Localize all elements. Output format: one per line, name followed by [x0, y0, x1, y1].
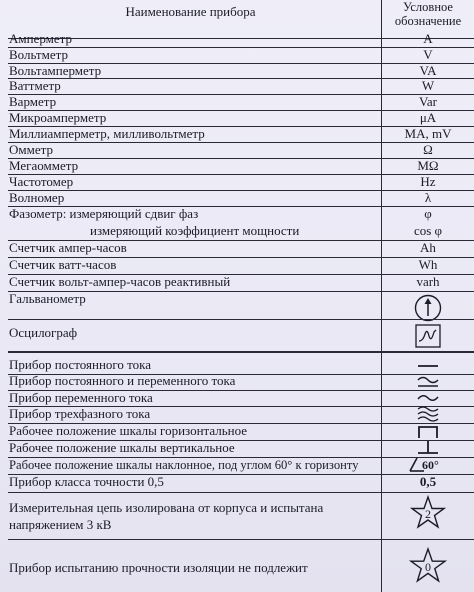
- header-symbol-column: [382, 0, 474, 28]
- row-symbol: V: [423, 47, 433, 62]
- row-symbol: varh: [416, 274, 440, 289]
- inclined-scale-icon: [382, 457, 474, 473]
- oscillograph-wave-icon: [382, 324, 474, 348]
- row-name: Прибор переменного тока: [9, 390, 153, 405]
- row-name: Ваттметр: [9, 78, 61, 93]
- row-name: Мегаомметр: [9, 158, 79, 173]
- ac-current-icon: [382, 393, 474, 403]
- row-name: Частотомер: [9, 174, 74, 189]
- header-symbol-line1: Условное: [403, 0, 453, 14]
- row-name: Рабочее положение шкалы вертикальное: [9, 440, 235, 455]
- row-name: Прибор постоянного тока: [9, 357, 152, 372]
- row-symbol: φ: [424, 206, 432, 221]
- star-2-label: 2: [425, 507, 431, 521]
- row-symbol: W: [421, 78, 435, 93]
- row-symbol: A: [423, 31, 433, 46]
- row-name: Прибор постоянного и переменного тока: [9, 373, 236, 388]
- row-symbol: MA, mV: [404, 126, 452, 141]
- row-symbol: μA: [419, 110, 437, 125]
- star-0-icon: [382, 548, 474, 584]
- row-divider: [8, 319, 474, 320]
- row-symbol: Ah: [420, 240, 436, 255]
- row-divider: [8, 539, 474, 540]
- vertical-scale-icon: [382, 441, 474, 455]
- three-phase-icon: [382, 405, 474, 423]
- row-name: Вольтметр: [9, 47, 68, 62]
- row-name-line1: Измерительная цепь изолирована от корпуса и испытана: [9, 500, 324, 515]
- row-symbol: 0,5: [419, 474, 437, 489]
- row-name: Рабочее положение шкалы горизонтальное: [9, 423, 248, 438]
- horizontal-scale-icon: [382, 425, 474, 439]
- row-symbol: Wh: [418, 257, 438, 272]
- row-name: Счетчик вольт-ампер-часов реактивный: [9, 274, 231, 289]
- row-name: Осцилограф: [9, 325, 78, 340]
- row-name: Гальванометр: [9, 291, 86, 306]
- row-symbol: cos φ: [413, 223, 443, 238]
- star-0-label: 0: [425, 560, 431, 574]
- row-name: Микроамперметр: [9, 110, 107, 125]
- row-name: Прибор класса точности 0,5: [9, 474, 164, 489]
- row-symbol: λ: [424, 190, 432, 205]
- row-name: Счетчик ватт-часов: [9, 257, 117, 272]
- row-name: Прибор испытанию прочности изоляции не подлежит: [9, 560, 308, 575]
- row-name: Счетчик ампер-часов: [9, 240, 127, 255]
- row-symbol: MΩ: [417, 158, 439, 173]
- header-symbol-line2: обозначение: [394, 14, 462, 28]
- row-name: измеряющий коэффициент мощности: [90, 223, 300, 238]
- row-name-line2: напряжением 3 кВ: [9, 517, 112, 532]
- row-name: Фазометр: измеряющий сдвиг фаз: [9, 206, 199, 221]
- row-name: Варметр: [9, 94, 57, 109]
- row-name: Амперметр: [9, 31, 72, 46]
- star-2-icon: [382, 496, 474, 530]
- row-name: Прибор трехфазного тока: [9, 406, 151, 421]
- row-name: Миллиамперметр, милливольтметр: [9, 126, 205, 141]
- galvanometer-arrow-icon: [382, 294, 474, 322]
- header-name-column: Наименование прибора: [125, 4, 256, 19]
- row-name: Вольтамперметр: [9, 63, 102, 78]
- row-symbol: Var: [418, 94, 438, 109]
- row-name: Омметр: [9, 142, 53, 157]
- dc-current-icon: [382, 361, 474, 371]
- row-divider: [8, 492, 474, 493]
- inclined-scale-angle: 60°: [422, 458, 439, 472]
- row-symbol: VA: [419, 63, 437, 78]
- ac-dc-current-icon: [382, 375, 474, 389]
- row-name: Рабочее положение шкалы наклонное, под углом 60° к горизонту: [9, 458, 359, 472]
- section-divider: [8, 351, 474, 353]
- row-symbol: Hz: [420, 174, 436, 189]
- row-name: Волномер: [9, 190, 65, 205]
- row-symbol: Ω: [423, 142, 433, 157]
